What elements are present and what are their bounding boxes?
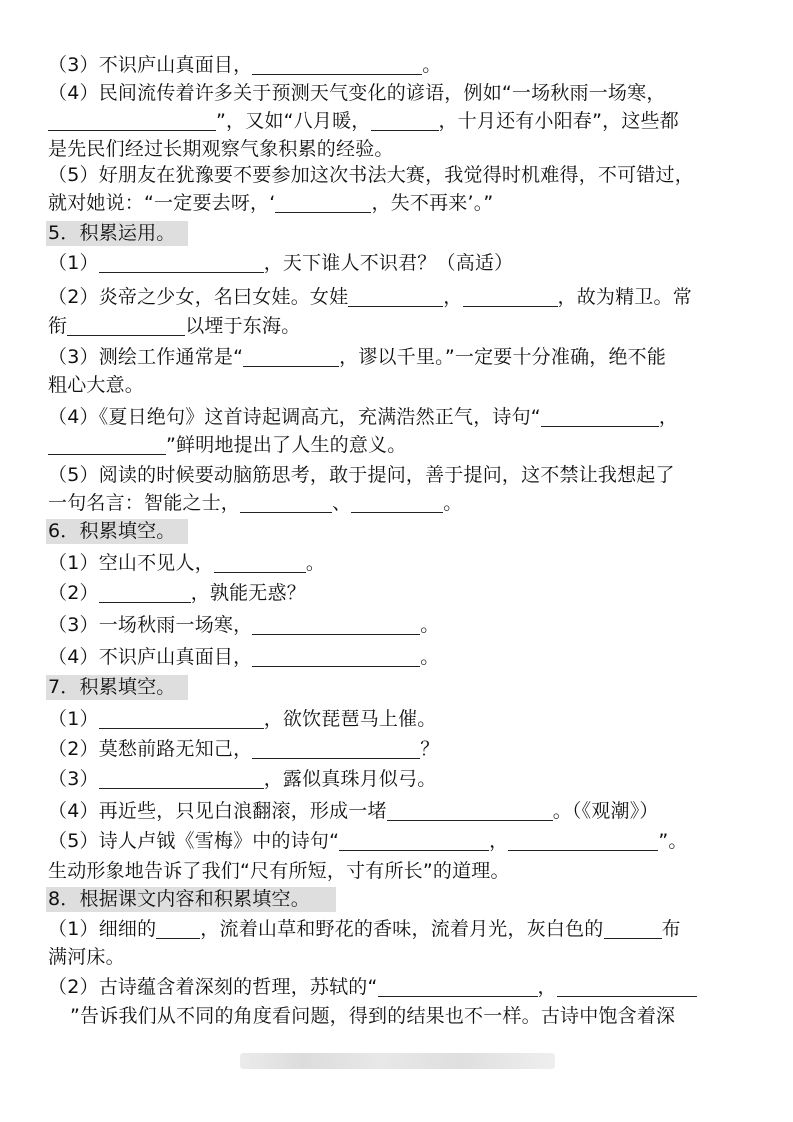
- s8-q2-line-2: ”告诉我们从不同的角度看问题，得到的结果也不一样。古诗中饱含着深: [70, 1005, 676, 1027]
- s5-q5-line-2: 一句名言：智能之士， 、 。: [48, 492, 463, 514]
- s5-q2-line-2: 衔 以堙于东海。: [48, 315, 301, 337]
- blank[interactable]: [252, 644, 420, 667]
- blank[interactable]: [371, 108, 439, 131]
- s7-q5-line-1: （5）诗人卢钺《雪梅》中的诗句“ ， ”。: [48, 830, 688, 852]
- blank[interactable]: [48, 432, 166, 455]
- blank[interactable]: [378, 974, 538, 997]
- blank[interactable]: [67, 313, 185, 336]
- blank[interactable]: [604, 916, 662, 939]
- s5-q3-line-2: 粗心大意。: [48, 374, 145, 396]
- s7-q2: （2）莫愁前路无知己， ？: [48, 738, 440, 760]
- blank[interactable]: [214, 550, 306, 573]
- section-8-heading: 8．根据课文内容和积累填空。: [48, 884, 318, 914]
- blank[interactable]: [339, 828, 489, 851]
- blank[interactable]: [351, 490, 443, 513]
- s7-q3: （3） ，露似真珠月似弓。: [48, 768, 437, 790]
- blank[interactable]: [463, 284, 558, 307]
- q4-line-1: （4）民间流传着许多关于预测天气变化的谚语，例如“一场秋雨一场寒，: [48, 82, 666, 104]
- blank[interactable]: [387, 798, 553, 821]
- blank[interactable]: [156, 916, 200, 939]
- s5-q5-line-1: （5）阅读的时候要动脑筋思考，敢于提问，善于提问，这不禁让我想起了: [48, 464, 675, 486]
- s8-q1-line-1: （1）细细的 ，流着山草和野花的香味，流着月光，灰白色的 布: [48, 918, 681, 940]
- s5-q4-line-2: ”鲜明地提出了人生的意义。: [48, 430, 748, 460]
- blank[interactable]: [99, 580, 191, 603]
- s6-q2: （2） ，孰能无惑？: [48, 582, 306, 604]
- blank[interactable]: [252, 612, 420, 635]
- s8-q2-line-1: （2）古诗蕴含着深刻的哲理，苏轼的“ ，: [48, 972, 748, 1002]
- s7-q5-line-2: 生动形象地告诉了我们“尺有所短，寸有所长”的道理。: [48, 860, 510, 882]
- blank[interactable]: [252, 52, 422, 75]
- blank[interactable]: [243, 344, 339, 367]
- blank[interactable]: [557, 974, 697, 997]
- blank[interactable]: [99, 766, 264, 789]
- q4-line-3: 是先民们经过长期观察气象积累的经验。: [48, 138, 394, 160]
- s5-q1: （1） ，天下谁人不识君？（高适）: [48, 252, 514, 274]
- section-7-heading: 7．积累填空。: [48, 672, 184, 702]
- s8-q1-line-2: 满河床。: [48, 946, 125, 968]
- blank[interactable]: [99, 250, 264, 273]
- q5-line-2: 就对她说：“一定要去呀，‘ ，失不再来’。”: [48, 192, 494, 214]
- s5-q2-line-1: （2）炎帝之少女，名曰女娃。女娃 ， ，故为精卫。常: [48, 286, 692, 308]
- section-6-heading: 6．积累填空。: [48, 516, 184, 546]
- blurred-footer-text: [240, 1053, 555, 1069]
- blank[interactable]: [240, 490, 332, 513]
- blank[interactable]: [99, 706, 264, 729]
- blank[interactable]: [275, 190, 371, 213]
- q5-line-1: （5）好朋友在犹豫要不要参加这次书法大赛，我觉得时机难得，不可错过，: [48, 164, 694, 186]
- section-5-heading: 5．积累运用。: [48, 218, 184, 248]
- s5-q4-line-1: （4）《夏日绝句》这首诗起调高亢，充满浩然正气，诗句“ ，: [48, 406, 679, 428]
- s5-q3-line-1: （3）测绘工作通常是“ ，谬以千里。”一定要十分准确，绝不能: [48, 346, 667, 368]
- s7-q1: （1） ，欲饮琵琶马上催。: [48, 708, 437, 730]
- blank[interactable]: [48, 108, 216, 131]
- blank[interactable]: [508, 828, 658, 851]
- s6-q1: （1）空山不见人， 。: [48, 552, 326, 574]
- s7-q4: （4）再近些，只见白浪翻滚，形成一堵 。（《观潮》）: [48, 800, 659, 822]
- blank[interactable]: [252, 736, 420, 759]
- q4-line-2: ”，又如“八月暖， ，十月还有小阳春”，这些都: [48, 106, 748, 136]
- s6-q4: （4）不识庐山真面目， 。: [48, 646, 440, 668]
- s6-q3: （3）一场秋雨一场寒， 。: [48, 614, 440, 636]
- blank[interactable]: [348, 284, 443, 307]
- q3-line: （3）不识庐山真面目， 。: [48, 54, 442, 76]
- blank[interactable]: [541, 404, 659, 427]
